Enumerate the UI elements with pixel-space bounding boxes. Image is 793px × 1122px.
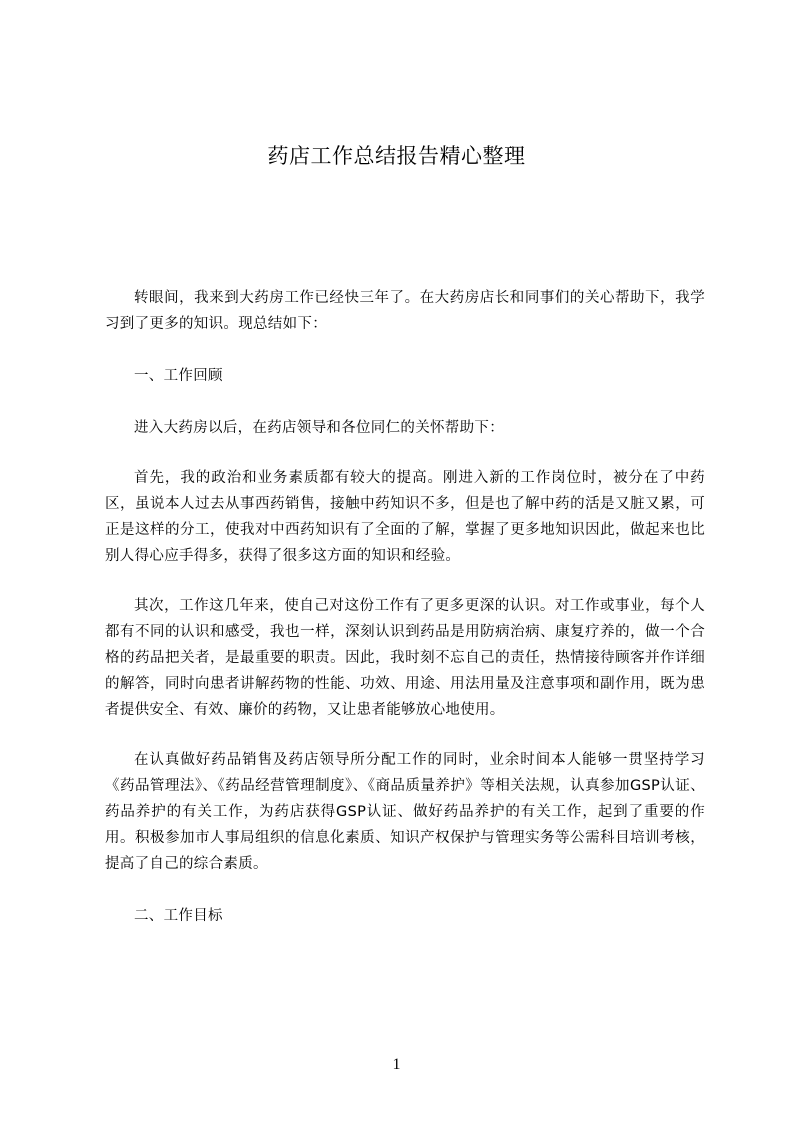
paragraph-second: 其次，工作这几年来，使自己对这份工作有了更多更深的认识。对工作或事业，每个人都有不同的认识和感受，我也一样，深刻认识到药品是用防病治病、康复疗养的，做一个合格的药品把关者，是最重要的职责。因此，我时刻不忘自己的责任，热情接待顾客并作详细的解答，同时向患者讲解药物的性能、功效、用途、用法用量及注意事项和副作用，既为患者提供安全、有效、廉价的药物，又让患者能够放心地使用。 <box>105 598 705 718</box>
paragraph-third: 在认真做好药品销售及药店领导所分配工作的同时，业余时间本人能够一贯坚持学习《药品管理法》、《药品经营管理制度》、《商品质量养护》等相关法规，认真参加GSP认证、药品养护的有关工作，为药店获得GSP认证、做好药品养护的有关工作，起到了重要的作用。积极参加市人事局组织的信息化素质、知识产权保护与管理实务等公需科目培训考核，提高了自己的综合素质。 <box>105 752 705 872</box>
document-title: 药店工作总结报告精心整理 <box>267 144 526 168</box>
intro-paragraph: 转眼间，我来到大药房工作已经快三年了。在大药房店长和同事们的关心帮助下，我学习到了更多的知识。现总结如下： <box>105 290 705 332</box>
paragraph-first: 首先，我的政治和业务素质都有较大的提高。刚进入新的工作岗位时，被分在了中药区，虽说本人过去从事西药销售，接触中药知识不多，但是也了解中药的活是又脏又累，可正是这样的分工，使我对中西药知识有了全面的了解，掌握了更多地知识因此，做起来也比别人得心应手得多，获得了很多这方面的知识和经验。 <box>105 470 705 564</box>
section-heading-review: 一、工作回顾 <box>134 368 223 384</box>
page-number: 1 <box>392 1056 401 1073</box>
section-heading-goals: 二、工作目标 <box>134 908 223 924</box>
document-body <box>105 285 705 929</box>
section-lead-paragraph: 进入大药房以后，在药店领导和各位同仁的关怀帮助下： <box>134 420 504 436</box>
